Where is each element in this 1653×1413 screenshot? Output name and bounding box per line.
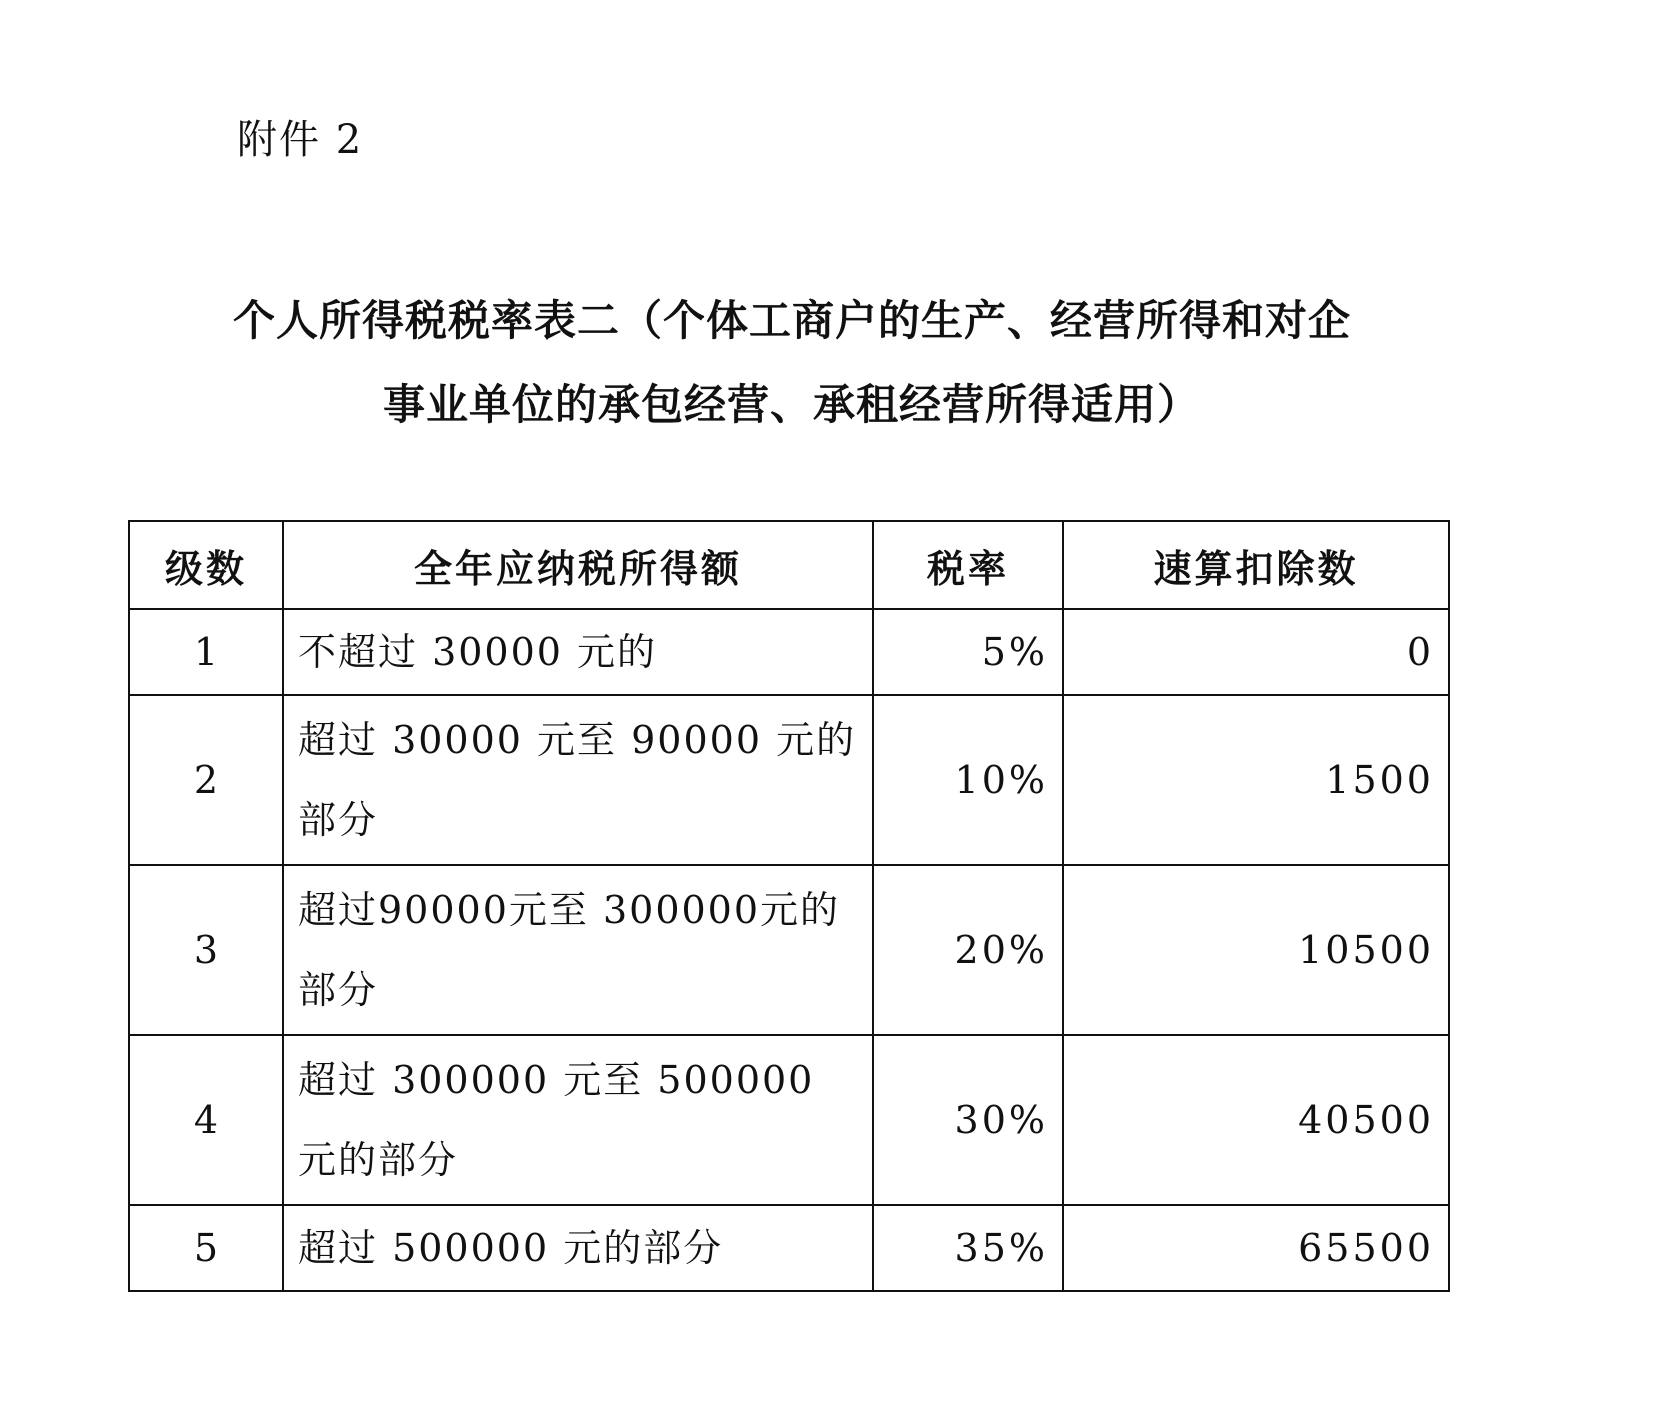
header-tax-rate: 税率 xyxy=(873,521,1063,609)
header-quick-deduction: 速算扣除数 xyxy=(1063,521,1449,609)
header-level: 级数 xyxy=(129,521,283,609)
table-row xyxy=(129,865,1449,1035)
quick-deduction-cell: 0 xyxy=(1063,609,1449,695)
table-row xyxy=(129,609,1449,695)
level-cell: 5 xyxy=(129,1205,283,1291)
level-cell: 2 xyxy=(129,695,283,865)
table-header-row xyxy=(129,521,1449,609)
table-row xyxy=(129,1205,1449,1291)
income-range-cell: 不超过 30000 元的 xyxy=(283,609,873,695)
quick-deduction-cell: 1500 xyxy=(1063,695,1449,865)
quick-deduction-cell: 10500 xyxy=(1063,865,1449,1035)
income-range-cell: 超过 300000 元至 500000 元的部分 xyxy=(283,1035,873,1205)
table-title-line-1: 个人所得税税率表二（个体工商户的生产、经营所得和对企 xyxy=(233,296,1352,345)
level-cell: 3 xyxy=(129,865,283,1035)
quick-deduction-cell: 40500 xyxy=(1063,1035,1449,1205)
attachment-label: 附件 2 xyxy=(237,117,364,163)
income-range-cell: 超过90000元至 300000元的部分 xyxy=(283,865,873,1035)
tax-rate-cell: 35% xyxy=(873,1205,1063,1291)
tax-rate-cell: 5% xyxy=(873,609,1063,695)
table-title-line-2: 事业单位的承包经营、承租经营所得适用） xyxy=(383,380,1201,429)
table-row xyxy=(129,695,1449,865)
tax-rate-table xyxy=(128,520,1450,1292)
level-cell: 4 xyxy=(129,1035,283,1205)
quick-deduction-cell: 65500 xyxy=(1063,1205,1449,1291)
tax-rate-cell: 10% xyxy=(873,695,1063,865)
tax-rate-cell: 20% xyxy=(873,865,1063,1035)
header-taxable-income: 全年应纳税所得额 xyxy=(283,521,873,609)
level-cell: 1 xyxy=(129,609,283,695)
income-range-cell: 超过 30000 元至 90000 元的部分 xyxy=(283,695,873,865)
tax-rate-cell: 30% xyxy=(873,1035,1063,1205)
table-row xyxy=(129,1035,1449,1205)
income-range-cell: 超过 500000 元的部分 xyxy=(283,1205,873,1291)
